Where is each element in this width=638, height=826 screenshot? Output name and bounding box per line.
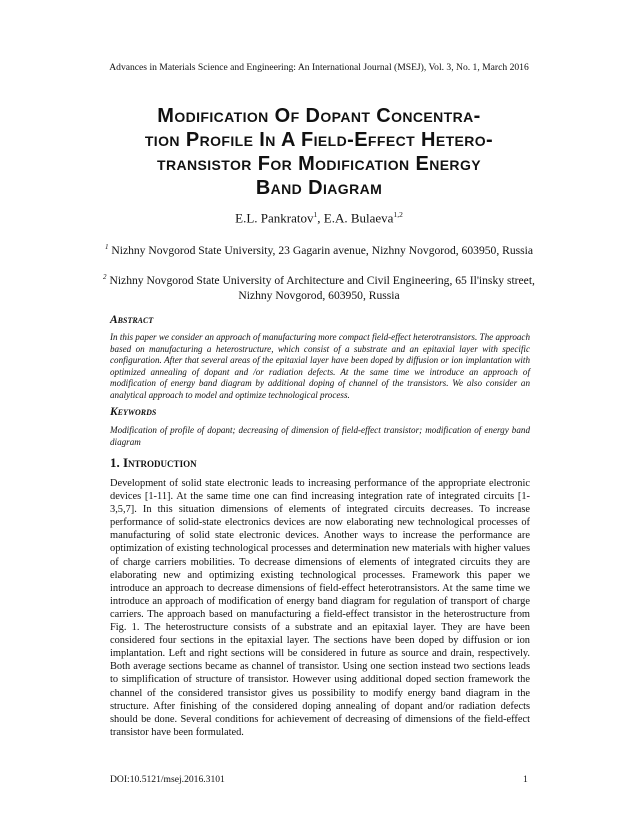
affiliation-text: Nizhny Novgorod State University of Architecture and Civil Engineering, 65 Il'insky street, Nizhny Novgorod, 603950, Russia	[109, 273, 535, 302]
doi-link[interactable]: DOI:10.5121/msej.2016.3101	[110, 774, 225, 785]
author-name: E.A. Bulaeva	[323, 210, 394, 226]
title-line: Modification Of Dopant Concentra-	[157, 105, 481, 127]
running-head: Advances in Materials Science and Engineering: An International Journal (MSEJ), Vol. 3, No. 1, March 2016	[109, 62, 529, 73]
affiliation	[100, 270, 538, 303]
abstract-text: In this paper we consider an approach of manufacturing more compact field-effect heterotransistors. The approach based on manufacturing a heterostructure, which consist of a substrate and an epitaxial layer with specific configuration. After that several areas of the epitaxial layer have been doped by diffusion or ion implantation with optimized annealing of dopant and /or radiation defects. At the same time we introduce an approach of modification of energy band diagram by additional doping of channel of the transistors. We also consider an analytical approach to model and optimize technological process.	[110, 332, 530, 400]
abstract-heading: Abstract	[110, 314, 154, 326]
author-list	[0, 210, 638, 226]
affiliation	[100, 240, 538, 258]
affiliation-marker: 1	[104, 243, 109, 251]
affiliation-text: Nizhny Novgorod State University, 23 Gagarin avenue, Nizhny Novgorod, 603950, Russia	[111, 243, 534, 257]
title-line: tion Profile In A Field-Effect Hetero-	[144, 129, 494, 151]
author-name: E.L. Pankratov	[235, 210, 314, 226]
keywords-text: Modification of profile of dopant; decreasing of dimension of field-effect transistor; modification of energy band diagram	[110, 425, 530, 447]
author-affiliation-marker: 1,2	[393, 210, 403, 219]
affiliation-marker: 2	[103, 273, 107, 281]
introduction-paragraph: Development of solid state electronic leads to increasing performance of the appropriate electronic devices [1-11]. At the same time one can find increasing integration rate of integrated circuits [1-3,5,7]. In this situation dimensions of elements of integrated circuits decreases. To increase performance of solid-state electronics devices are now elaborating new technological processes of manufacturing of solid state electronic devices. Another ways to increase the performance are optimization of existing technological processes and determination new materials with higher values of charge carriers mobilities. To decrease dimensions of elements of integrated circuits they are elaborating new and optimizing existing technological processes. Framework this paper we introduce an approach to decrease dimensions of field-effect heterotransistors. At the same time we introduce an approach of modification of energy band diagram for regulation of transport of charge carriers. The approach based on manufacturing a field-effect transistor in the heterostructure from Fig. 1. The heterostructure consists of a substrate and an epitaxial layer. They are have been considered four sections in the epitaxial layer. The sections have been doped by diffusion or ion implantation. Left and right sections will be considered in future as source and drain, respectively. Both average sections became as channel of transistor. Using one section instead two sections leads to simplification of structure of transistor. However using additional doped section framework the channel of the considered transistor gives us possibility to modify energy band diagram in the structure. After finishing of the considered doping annealing of dopant and/or radiation defects should be done. Several conditions for achievement of decreasing of dimensions of the field-effect transistor have been formulated.	[110, 478, 530, 738]
introduction-heading: 1. Introduction	[110, 455, 197, 470]
author-separator: ,	[317, 210, 324, 226]
title-line: Band Diagram	[255, 177, 383, 199]
title-line: transistor For Modification Energy	[157, 153, 481, 175]
author-affiliation-marker: 1	[313, 210, 318, 219]
page-number: 1	[523, 774, 528, 785]
paper-title	[95, 104, 543, 200]
keywords-heading: Keywords	[110, 406, 157, 418]
